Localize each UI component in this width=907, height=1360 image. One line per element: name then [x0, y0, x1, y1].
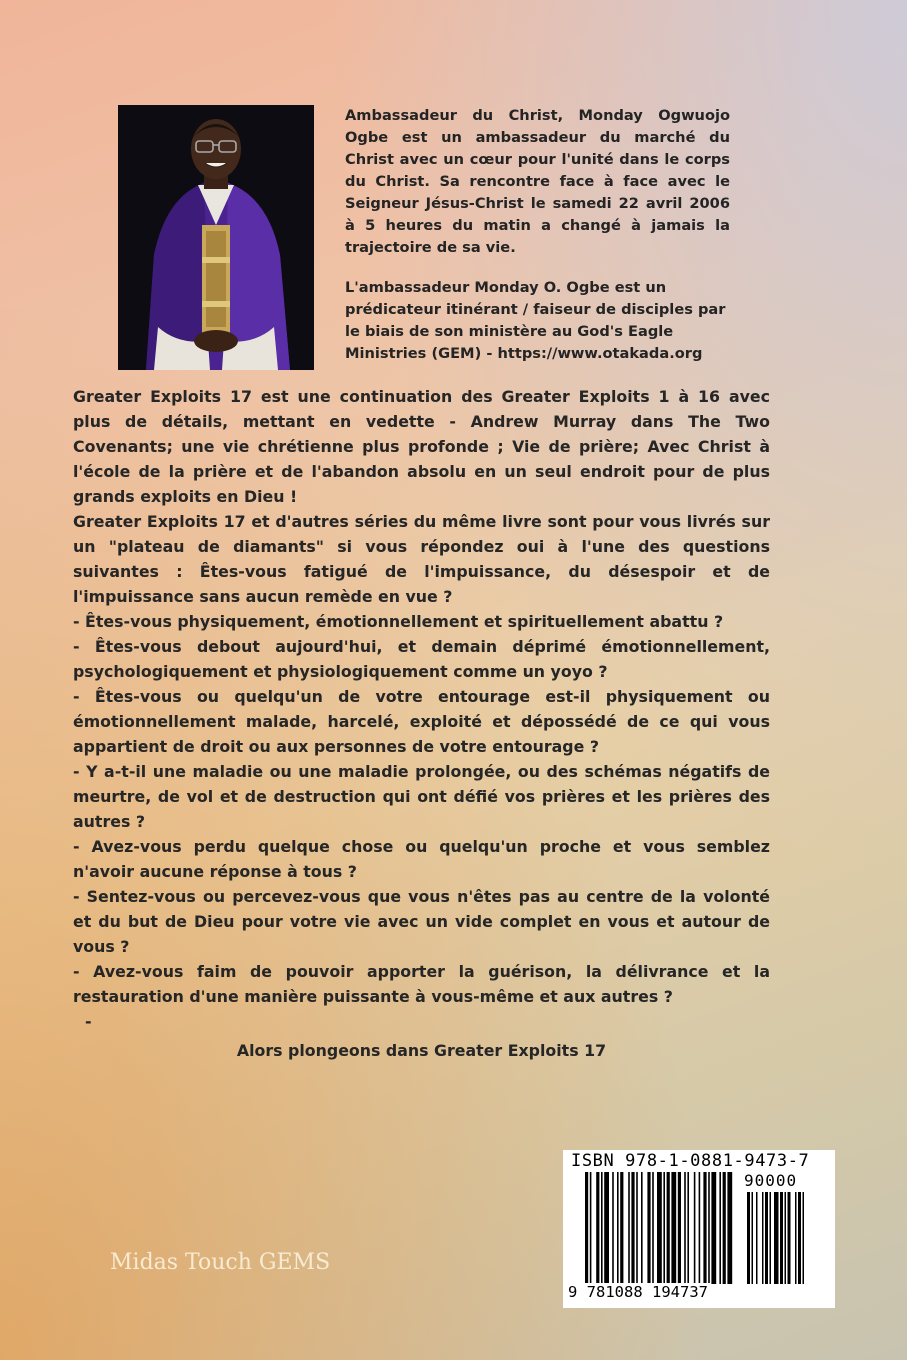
barcode-bar [657, 1172, 662, 1284]
barcode-addon-bar [756, 1192, 758, 1284]
barcode-bar [636, 1172, 638, 1284]
barcode-bar [612, 1172, 614, 1284]
barcode-bar [684, 1172, 686, 1284]
barcode-bar [708, 1172, 710, 1284]
barcode-addon-bar [798, 1192, 801, 1284]
bio-paragraph-1: Ambassadeur du Christ, Monday Ogwuojo Ogbe est un ambassadeur du marché du Christ avec un cœur pour l'unité dans le corps du Christ. Sa rencontre face à face avec le Seigneur Jésus-Christ le samedi 22 avril 2006 à 5 heures du matin a changé à jamais la trajectoire de sa vie. [345, 107, 730, 256]
barcode-addon-bar [762, 1192, 764, 1284]
barcode-addon-bar [788, 1192, 791, 1284]
question-item: - Avez-vous faim de pouvoir apporter la guérison, la délivrance et la restauration d'une manière puissante à vous-même et aux autres ? [73, 962, 770, 1006]
barcode-bar [590, 1172, 592, 1284]
question-item: - Sentez-vous ou percevez-vous que vous n'êtes pas au centre de la volonté et du but de Dieu pour votre vie avec un vide complet en vous et autour de vous ? [73, 887, 770, 956]
series-paragraph: Greater Exploits 17 et d'autres séries du même livre sont pour vous livrés sur un "plateau de diamants" si vous répondez oui à l'une des questions suivantes : Êtes-vous fatigué de l'impuissance, du désespoir et de l'impuissance sans aucun remède en vue ? [73, 512, 770, 606]
barcode-digits: 9 781088 194737 [565, 1283, 711, 1301]
question-item: - Y a-t-il une maladie ou une maladie prolongée, ou des schémas négatifs de meurtre, de vol et de destruction qui ont défié vos prières et les prières des autres ? [73, 762, 770, 831]
author-portrait [118, 105, 314, 370]
question-item: - Êtes-vous debout aujourd'hui, et demain déprimé émotionnellement, psychologiquement et physiologiquement comme un yoyo ? [73, 637, 770, 681]
barcode-addon-bar [780, 1192, 783, 1284]
barcode-bar [667, 1172, 670, 1284]
question-item: - Avez-vous perdu quelque chose ou quelqu'un proche et vous semblez n'avoir aucune réponse à tous ? [73, 837, 770, 881]
barcode-bar [727, 1172, 732, 1284]
barcode-bar [687, 1172, 689, 1284]
barcode-addon-bar [770, 1192, 772, 1284]
barcode-addon-bar [765, 1192, 768, 1284]
barcode-bar [719, 1172, 721, 1284]
barcode-bar [585, 1172, 588, 1284]
barcode-bar [699, 1172, 701, 1284]
intro-paragraph: Greater Exploits 17 est une continuation des Greater Exploits 1 à 16 avec plus de détails, mettant en vedette - Andrew Murray dans The Two Covenants; une vie chrétienne plus profonde ; Vie de prière; Avec Christ à l'école de la prière et de l'abandon absolu en un seul endroit pour de plus grands exploits en Dieu ! [73, 387, 770, 506]
barcode-addon-bar [803, 1192, 805, 1284]
call-to-action: Alors plongeons dans Greater Exploits 17 [236, 1041, 607, 1060]
barcode-bar [694, 1172, 696, 1284]
barcode-bar [703, 1172, 706, 1284]
barcode-bar [671, 1172, 676, 1284]
barcode-bar [647, 1172, 650, 1284]
barcode-bar [628, 1172, 630, 1284]
barcode-bar [620, 1172, 623, 1284]
barcode-bar [641, 1172, 643, 1284]
bio-paragraph-2: L'ambassadeur Monday O. Ogbe est un prédicateur itinérant / faiseur de disciples par le biais de son ministère au God's Eagle Ministries (GEM) - https://www.otakada.org [345, 279, 726, 362]
trailing-dash: - [85, 1012, 92, 1031]
book-description [73, 384, 770, 1063]
author-photo [118, 105, 314, 370]
isbn-label: ISBN 978-1-0881-9473-7 [571, 1151, 810, 1171]
barcode-bar [604, 1172, 609, 1284]
barcode-addon-bar [774, 1192, 779, 1284]
barcode-bar [596, 1172, 599, 1284]
barcode-bar [678, 1172, 681, 1284]
question-item: - Êtes-vous physiquement, émotionnellement et spirituellement abattu ? [73, 612, 724, 631]
question-item: - Êtes-vous ou quelqu'un de votre entourage est-il physiquement ou émotionnellement malade, harcelé, exploité et dépossédé de ce qui vous appartient de droit ou aux personnes de votre entourage ? [73, 687, 770, 756]
barcode-addon-bar [795, 1192, 797, 1284]
publisher-logo: Midas Touch GEMS [110, 1250, 331, 1275]
barcode-bar [617, 1172, 619, 1284]
barcode-bar [652, 1172, 654, 1284]
barcode-bar [601, 1172, 603, 1284]
author-bio [345, 105, 730, 365]
barcode-addon-bar [752, 1192, 754, 1284]
barcode-addon-bar [785, 1192, 787, 1284]
barcode-bar [711, 1172, 716, 1284]
barcode-bar [631, 1172, 634, 1284]
price-code: 90000 [744, 1171, 798, 1190]
barcode-bar [663, 1172, 665, 1284]
barcode-bar [723, 1172, 726, 1284]
isbn-barcode [563, 1150, 835, 1308]
barcode-addon-bar [747, 1192, 750, 1284]
